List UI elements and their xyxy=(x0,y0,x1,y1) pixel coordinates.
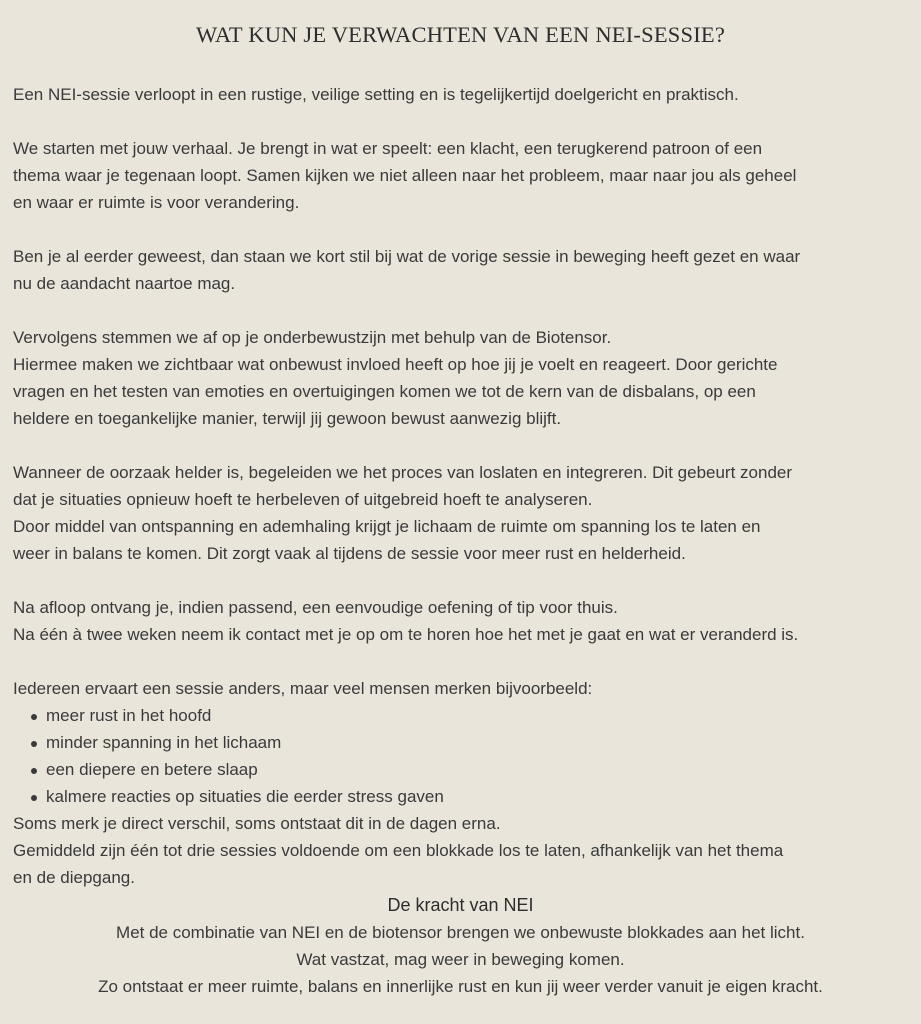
experience-intro: Iedereen ervaart een sessie anders, maar veel mensen merken bijvoorbeeld: xyxy=(13,679,593,698)
intro-paragraph: Een NEI-sessie verloopt in een rustige, veilige setting en is tegelijkertijd doelgericht en praktisch. xyxy=(13,85,739,104)
list-item: meer rust in het hoofd xyxy=(31,702,908,729)
benefits-list xyxy=(13,702,908,810)
list-item: kalmere reacties op situaties die eerder stress gaven xyxy=(31,783,908,810)
page-title: WAT KUN JE VERWACHTEN VAN EEN NEI-SESSIE? xyxy=(195,22,726,47)
biotensor-paragraph: Vervolgens stemmen we af op je onderbewustzijn met behulp van de Biotensor. Hiermee maken we zichtbaar wat onbewust invloed heeft op hoe jij je voelt en reageert. Door gerichte vragen en het testen van emoties en overtuigingen komen we tot de kern van de disbalans, op een heldere en toegankelijke manier, terwijl jij gewoon bewust aanwezig blijft. xyxy=(13,328,778,428)
start-paragraph: We starten met jouw verhaal. Je brengt in wat er speelt: een klacht, een terugkerend patroon of een thema waar je tegenaan loopt. Samen kijken we niet alleen naar het probleem, maar naar jou als geheel en waar er ruimte is voor verandering. xyxy=(13,139,797,212)
list-item: een diepere en betere slaap xyxy=(31,756,908,783)
release-paragraph: Wanneer de oorzaak helder is, begeleiden we het proces van loslaten en integreren. Dit gebeurt zonder dat je situaties opnieuw hoeft te herbeleven of uitgebreid hoeft te analyseren. Door middel van ontspanning en ademhaling krijgt je lichaam de ruimte om spanning los te laten en weer in balans te komen. Dit zorgt vaak al tijdens de sessie voor meer rust en helderheid. xyxy=(13,463,793,563)
kracht-heading: De kracht van NEI xyxy=(387,895,534,915)
experience-outro: Soms merk je direct verschil, soms ontstaat dit in de dagen erna. Gemiddeld zijn één tot drie sessies voldoende om een blokkade los te laten, afhankelijk van het thema en de diepgang. xyxy=(13,814,784,887)
kracht-paragraph: Met de combinatie van NEI en de biotensor brengen we onbewuste blokkades aan het licht. Wat vastzat, mag weer in beweging komen. Zo ontstaat er meer ruimte, balans en innerlijke rust en kun jij weer verder vanuit je eigen kracht. xyxy=(98,923,823,996)
list-item: minder spanning in het lichaam xyxy=(31,729,908,756)
returning-paragraph: Ben je al eerder geweest, dan staan we kort stil bij wat de vorige sessie in beweging heeft gezet en waar nu de aandacht naartoe mag. xyxy=(13,247,801,293)
aftercare-paragraph: Na afloop ontvang je, indien passend, een eenvoudige oefening of tip voor thuis. Na één à twee weken neem ik contact met je op om te horen hoe het met je gaat en wat er veranderd is. xyxy=(13,598,799,644)
